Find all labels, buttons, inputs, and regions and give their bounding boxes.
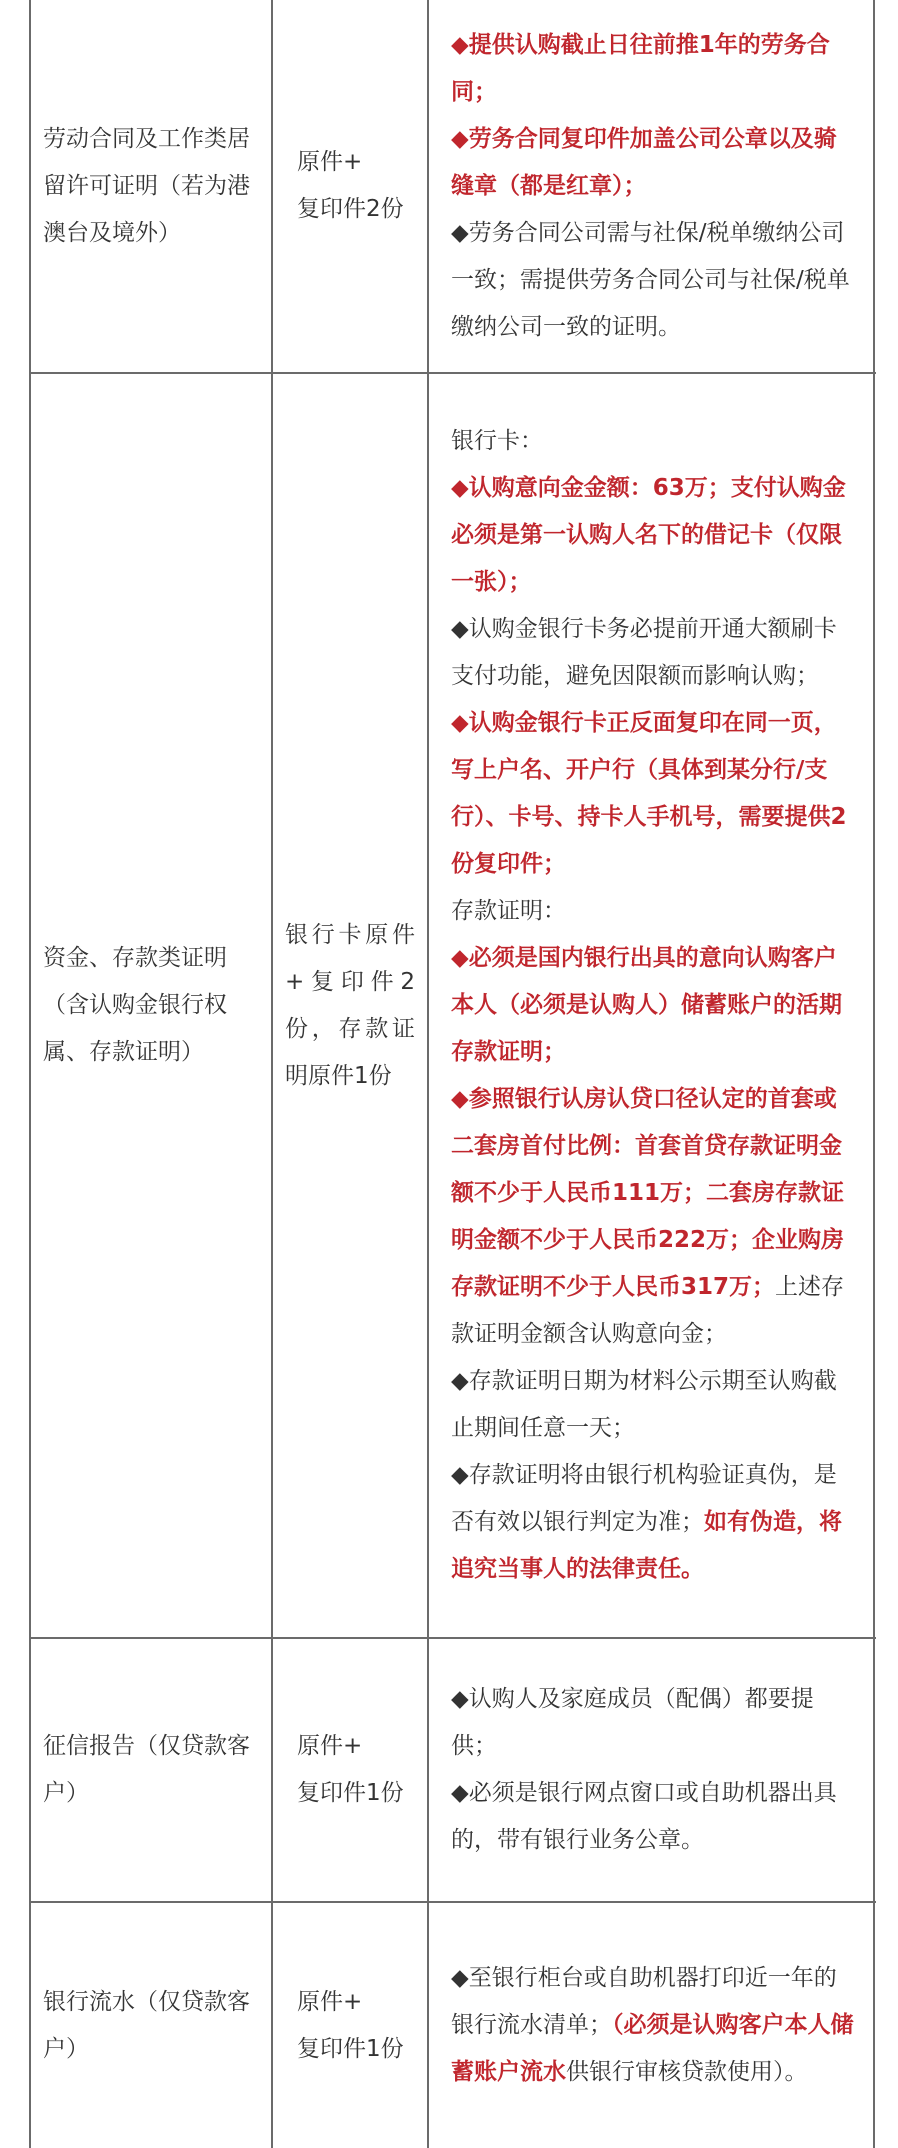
requirement-paragraph	[451, 888, 859, 935]
requirement-text: ◆劳务合同复印件加盖公司公章以及骑缝章（都是红章）；	[451, 125, 837, 199]
requirement-text: 上述存款证明金额含认购意向金；	[451, 1274, 845, 1347]
table-row-1-item	[31, 0, 271, 372]
table-row-1-copies	[273, 0, 427, 372]
item-label: 征信报告（仅贷款客户）	[43, 1733, 250, 1806]
table-row-3-item	[31, 1639, 271, 1901]
requirement-paragraph	[451, 935, 859, 1076]
requirement-paragraph	[451, 1452, 859, 1593]
table-row-4-item	[31, 1903, 271, 2148]
requirement-text: ◆劳务合同公司需与社保/税单缴纳公司一致；需提供劳务合同公司与社保/税单缴纳公司一致的证明。	[451, 219, 850, 340]
requirement-paragraph	[451, 1676, 859, 1770]
requirement-paragraph	[451, 1955, 859, 2096]
requirement-text: 存款证明：	[451, 898, 566, 924]
requirement-text: ◆存款证明日期为材料公示期至认购截止期间任意一天；	[451, 1368, 837, 1441]
table-row-2-copies	[273, 374, 427, 1637]
item-label: 银行流水（仅贷款客户）	[43, 1988, 250, 2062]
requirement-text: 供银行审核贷款使用）。	[566, 2059, 808, 2085]
table-row-1-requirements	[429, 0, 873, 372]
requirement-text: ◆参照银行认房认贷口径认定的首套或二套房首付比例：首套首贷存款证明金额不少于人民币111万；二套房存款证明金额不少于人民币222万；企业购房存款证明不少于人民币317万；	[451, 1086, 845, 1300]
requirement-text: ◆必须是银行网点窗口或自助机器出具的，带有银行业务公章。	[451, 1780, 837, 1853]
table-row-2-requirements	[429, 374, 873, 1637]
requirement-text: ◆认购意向金金额：63万；支付认购金必须是第一认购人名下的借记卡（仅限一张）；	[451, 475, 846, 595]
requirement-text: 银行卡：	[451, 428, 543, 454]
table-row-4-copies	[273, 1903, 427, 2148]
requirement-text: ◆必须是国内银行出具的意向认购客户本人（必须是认购人）储蓄账户的活期存款证明；	[451, 945, 842, 1065]
copies-label: 原件+ 复印件1份	[297, 1988, 404, 2062]
requirement-text: ◆存款证明将由银行机构验证真伪，是否有效以银行判定为准；	[451, 1462, 837, 1535]
requirement-paragraph	[451, 700, 859, 888]
requirement-paragraph	[451, 116, 859, 210]
requirement-paragraph	[451, 210, 859, 351]
table-row-4-requirements	[429, 1903, 873, 2148]
item-label: 资金、存款类证明（含认购金银行权属、存款证明）	[43, 945, 227, 1065]
requirement-paragraph	[451, 606, 859, 700]
copies-label: 原件+ 复印件1份	[297, 1733, 404, 1806]
requirement-text: ◆认购人及家庭成员（配偶）都要提供；	[451, 1686, 814, 1759]
requirement-paragraph	[451, 418, 859, 465]
item-label: 劳动合同及工作类居留许可证明（若为港澳台及境外）	[43, 125, 250, 246]
table-row-3-copies	[273, 1639, 427, 1901]
copies-label: 原件+ 复印件2份	[297, 149, 404, 222]
requirement-text: ◆至银行柜台或自助机器打印近一年的银行流水清单；	[451, 1965, 837, 2038]
table-row-2-item	[31, 374, 271, 1637]
table-row-3-requirements	[429, 1639, 873, 1901]
requirement-text: ◆认购金银行卡正反面复印在同一页，写上户名、开户行（具体到某分行/支行）、卡号、持卡人手机号，需要提供2份复印件；	[451, 710, 847, 877]
requirement-paragraph	[451, 1358, 859, 1452]
table-border-right	[873, 0, 875, 2148]
requirement-text: 如有伪造，将追究当事人的法律责任。	[451, 1509, 842, 1582]
requirement-paragraph	[451, 465, 859, 606]
requirement-paragraph	[451, 1076, 859, 1358]
requirement-paragraph	[451, 22, 859, 116]
requirement-text: ◆认购金银行卡务必提前开通大额刷卡支付功能，避免因限额而影响认购；	[451, 616, 837, 689]
requirement-text: ◆提供认购截止日往前推1年的劳务合同；	[451, 31, 830, 105]
copies-label: 银行卡原件+复印件2份，存款证明原件1份	[285, 921, 415, 1089]
requirement-paragraph	[451, 1770, 859, 1864]
requirement-text: （必须是认购客户本人储蓄账户流水	[451, 2012, 854, 2085]
